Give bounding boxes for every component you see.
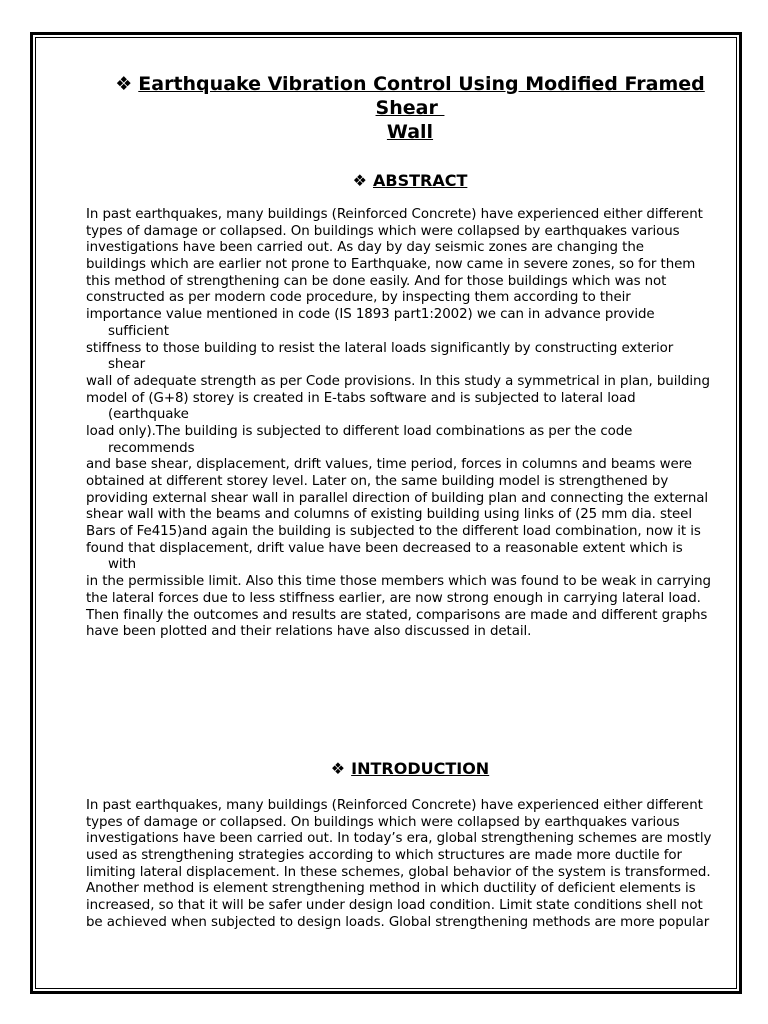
- introduction-heading-label: INTRODUCTION: [351, 759, 490, 778]
- paragraph-line: this method of strengthening can be done easily. And for those buildings which was not: [86, 273, 667, 289]
- title-line-3: [80, 120, 740, 144]
- paragraph-line: obtained at different storey level. Later on, the same building model is strengthened by: [86, 474, 669, 489]
- paragraph-line: have been plotted and their relations have also discussed in detail.: [86, 624, 532, 640]
- paragraph-line: constructed as per modern code procedure, by inspecting them according to their: [86, 290, 631, 306]
- title-line-2: [80, 96, 740, 120]
- paragraph-line: stiffness to those building to resist the lateral loads significantly by constructing exterior: [86, 340, 674, 356]
- paragraph-line: found that displacement, drift value have been decreased to a reasonable extent which is: [86, 540, 683, 556]
- paragraph-line: be achieved when subjected to design loads. Global strengthening methods are more popular: [86, 914, 710, 930]
- title-text-line-1: Earthquake Vibration Control Using Modified Framed: [138, 73, 705, 95]
- title-text-line-2: Shear: [375, 97, 445, 119]
- abstract-body: [86, 207, 742, 641]
- diamond-bullet-icon: ❖: [330, 759, 346, 778]
- paragraph-line: importance value mentioned in code (IS 1893 part1:2002) we can in advance provide: [86, 307, 655, 323]
- paragraph-line: investigations have been carried out. As day by day seismic zones are changing the: [86, 240, 644, 256]
- abstract-heading: [80, 171, 740, 191]
- document-title: [80, 72, 740, 144]
- paragraph-line: Then finally the outcomes and results are stated, comparisons are made and different graphs: [86, 607, 708, 623]
- paragraph-line: sufficient: [108, 323, 169, 339]
- introduction-body: [86, 798, 742, 932]
- paragraph-line: increased, so that it will be safer under design load condition. Limit state conditions shell not: [86, 898, 703, 914]
- paragraph-line: types of damage or collapsed. On buildings which were collapsed by earthquakes various: [86, 223, 680, 239]
- paragraph-line: types of damage or collapsed. On buildings which were collapsed by earthquakes various: [86, 814, 680, 830]
- paragraph-line: the lateral forces due to less stiffness earlier, are now strong enough in carrying lateral load.: [86, 590, 701, 606]
- paragraph-line: and base shear, displacement, drift values, time period, forces in columns and beams were: [86, 457, 692, 473]
- paragraph-line: buildings which are earlier not prone to Earthquake, now came in severe zones, so for them: [86, 257, 696, 273]
- title-line-1: [80, 72, 740, 96]
- abstract-heading-label: ABSTRACT: [372, 171, 468, 190]
- paragraph-line: shear: [108, 357, 146, 373]
- paragraph-line: Bars of Fe415)and again the building is subjected to the different load combination, now it is: [86, 524, 701, 540]
- paragraph-line: used as strengthening strategies according to which structures are made more ductile for: [86, 848, 682, 864]
- paragraph-line: (earthquake: [108, 407, 189, 423]
- paragraph-line: model of (G+8) storey is created in E-tabs software and is subjected to lateral load: [86, 390, 636, 406]
- paragraph-line: Another method is element strengthening method in which ductility of deficient elements is: [86, 881, 696, 897]
- paragraph-line: providing external shear wall in parallel direction of building plan and connecting the external: [86, 490, 709, 506]
- diamond-bullet-icon: ❖: [352, 171, 367, 190]
- paragraph-line: limiting lateral displacement. In these schemes, global behavior of the system is transformed.: [86, 864, 711, 880]
- paragraph-line: in the permissible limit. Also this time those members which was found to be weak in carrying: [86, 574, 711, 590]
- paragraph-line: In past earthquakes, many buildings (Reinforced Concrete) have experienced either different: [86, 798, 703, 813]
- introduction-heading: [80, 759, 740, 779]
- paragraph-line: wall of adequate strength as per Code provisions. In this study a symmetrical in plan, building: [86, 373, 710, 389]
- paragraph-line: In past earthquakes, many buildings (Reinforced Concrete) have experienced either different: [86, 207, 703, 222]
- paragraph-line: load only).The building is subjected to different load combinations as per the code: [86, 423, 633, 439]
- title-text-line-3: Wall: [386, 121, 434, 143]
- diamond-bullet-icon: ❖: [115, 73, 133, 95]
- paragraph-line: shear wall with the beams and columns of existing building using links of (25 mm dia. steel: [86, 507, 692, 523]
- paragraph-line: investigations have been carried out. In today’s era, global strengthening schemes are mostly: [86, 831, 712, 847]
- paragraph-line: with: [108, 557, 137, 573]
- paragraph-line: recommends: [108, 440, 195, 456]
